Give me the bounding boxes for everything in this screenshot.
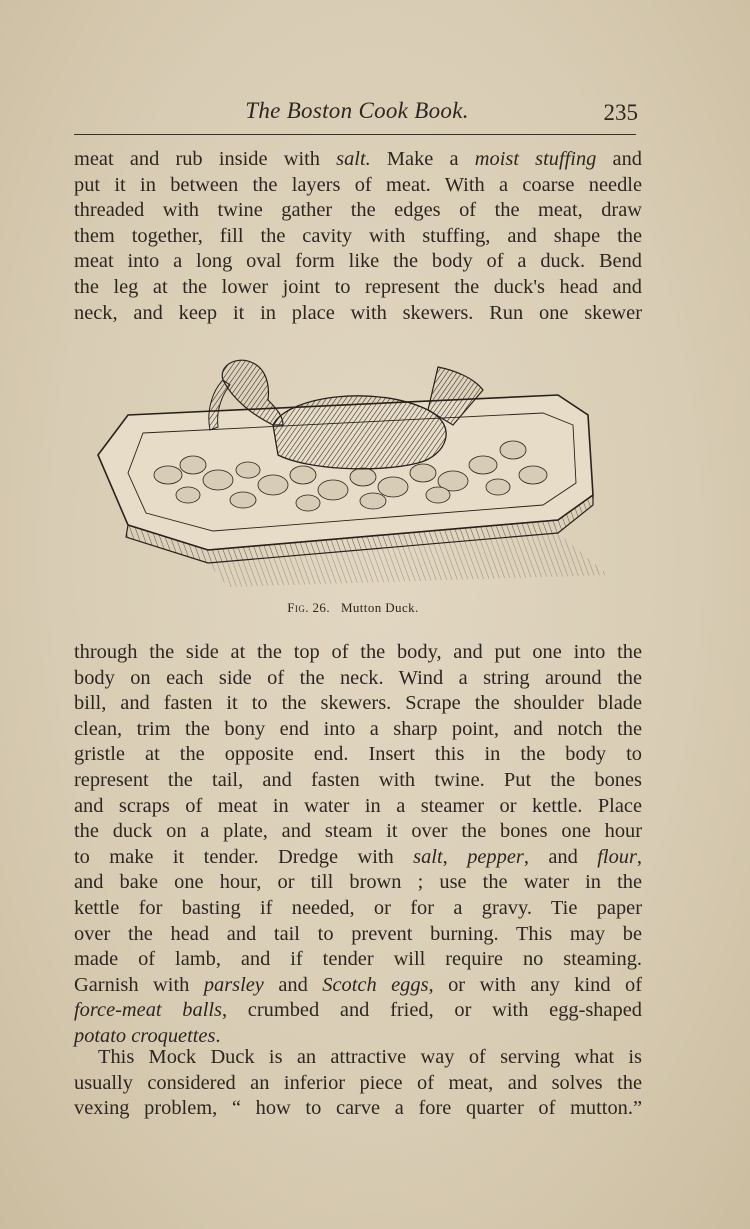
text-run: Make a [370,148,475,170]
text-run: vexing problem, “ how to carve a fore quarter of mutton.” [74,1097,642,1120]
text-run: , [636,845,642,868]
text-run: . [215,1024,221,1047]
text-line [74,640,642,666]
paragraph-1 [74,147,642,326]
paragraph-3 [74,1045,642,1122]
text-run: usually considered an inferior piece of meat, and solves the [74,1071,642,1094]
text-line [74,691,642,717]
text-line [74,666,642,692]
text-line [74,1071,642,1097]
italic-term: parsley [203,973,264,996]
text-line [74,794,642,820]
italic-term: salt. [336,148,371,170]
text-run: to make it tender. Dredge with [74,845,414,868]
text-run: , [442,845,468,868]
mutton-duck-illustration [88,355,618,605]
text-run: body on each side of the neck. Wind a string around the [74,666,642,689]
text-run: bill, and fasten it to the skewers. Scrape the shoulder blade [74,692,642,715]
text-run: them together, fill the cavity with stuffing, and shape the [74,224,642,247]
text-run: the duck on a plate, and steam it over the bones one hour [74,820,642,843]
text-line [74,717,642,743]
text-line [74,301,642,327]
text-line [74,922,642,948]
italic-term: potato croquettes [74,1024,216,1047]
figure-number: Fig. 26. [287,600,330,615]
italic-term: pepper [467,845,524,868]
text-run: , or with any kind of [428,973,643,996]
italic-term: flour [597,845,637,868]
text-run: This Mock Duck is an attractive way of serving what is [98,1046,642,1068]
text-run: the leg at the lower joint to represent the duck's head and [74,275,642,298]
italic-term: Scotch eggs [322,973,429,996]
text-run: over the head and tail to prevent burning. This may be [74,922,642,945]
italic-term: salt [413,845,443,868]
text-run: Garnish with [74,973,204,996]
text-line [74,147,642,173]
figure-mutton-duck [88,355,618,615]
text-line [74,249,642,275]
text-line [74,896,642,922]
text-line [74,819,642,845]
figure-caption [88,600,618,616]
text-run: threaded with twine gather the edges of the meat, draw [74,199,642,222]
text-run: meat into a long oval form like the body of a duck. Bend [74,250,642,273]
text-line [74,173,642,199]
text-run: and [596,148,642,170]
figure-title: Mutton Duck. [340,600,419,615]
text-run: , and [523,845,598,868]
text-run: kettle for basting if needed, or for a gravy. Tie paper [74,896,642,919]
book-title: The Boston Cook Book. [245,98,469,123]
text-run: neck, and keep it in place with skewers. Run one skewer [74,301,642,324]
text-line [74,1096,642,1122]
text-line [74,742,642,768]
text-run: gristle at the opposite end. Insert this in the body to [74,743,642,766]
italic-term: moist stuffing [474,148,597,170]
italic-term: force-meat balls [74,999,222,1022]
text-run: clean, trim the bony end into a sharp point, and notch the [74,717,642,740]
text-run: meat and rub inside with [74,148,337,170]
text-line [74,275,642,301]
text-line [74,947,642,973]
text-line [74,998,642,1024]
text-run: and bake one hour, or till brown ; use the water in the [74,871,642,894]
header-rule [74,134,636,135]
text-line [74,870,642,896]
text-line [74,224,642,250]
text-run: through the side at the top of the body, and put one into the [74,641,642,663]
text-line [74,1045,642,1071]
text-run: put it in between the layers of meat. With a coarse needle [74,173,642,196]
text-run: represent the tail, and fasten with twine. Put the bones [74,768,642,791]
text-run: and [263,973,323,996]
running-header [74,92,640,128]
text-line [74,768,642,794]
text-run: made of lamb, and if tender will require no steaming. [74,948,642,971]
text-run: and scraps of meat in water in a steamer or kettle. Place [74,794,642,817]
text-run: , crumbed and fried, or with egg-shaped [221,999,642,1022]
paragraph-2 [74,640,642,1050]
page-number: 235 [603,100,638,125]
text-line [74,973,642,999]
text-line [74,845,642,871]
text-line [74,198,642,224]
